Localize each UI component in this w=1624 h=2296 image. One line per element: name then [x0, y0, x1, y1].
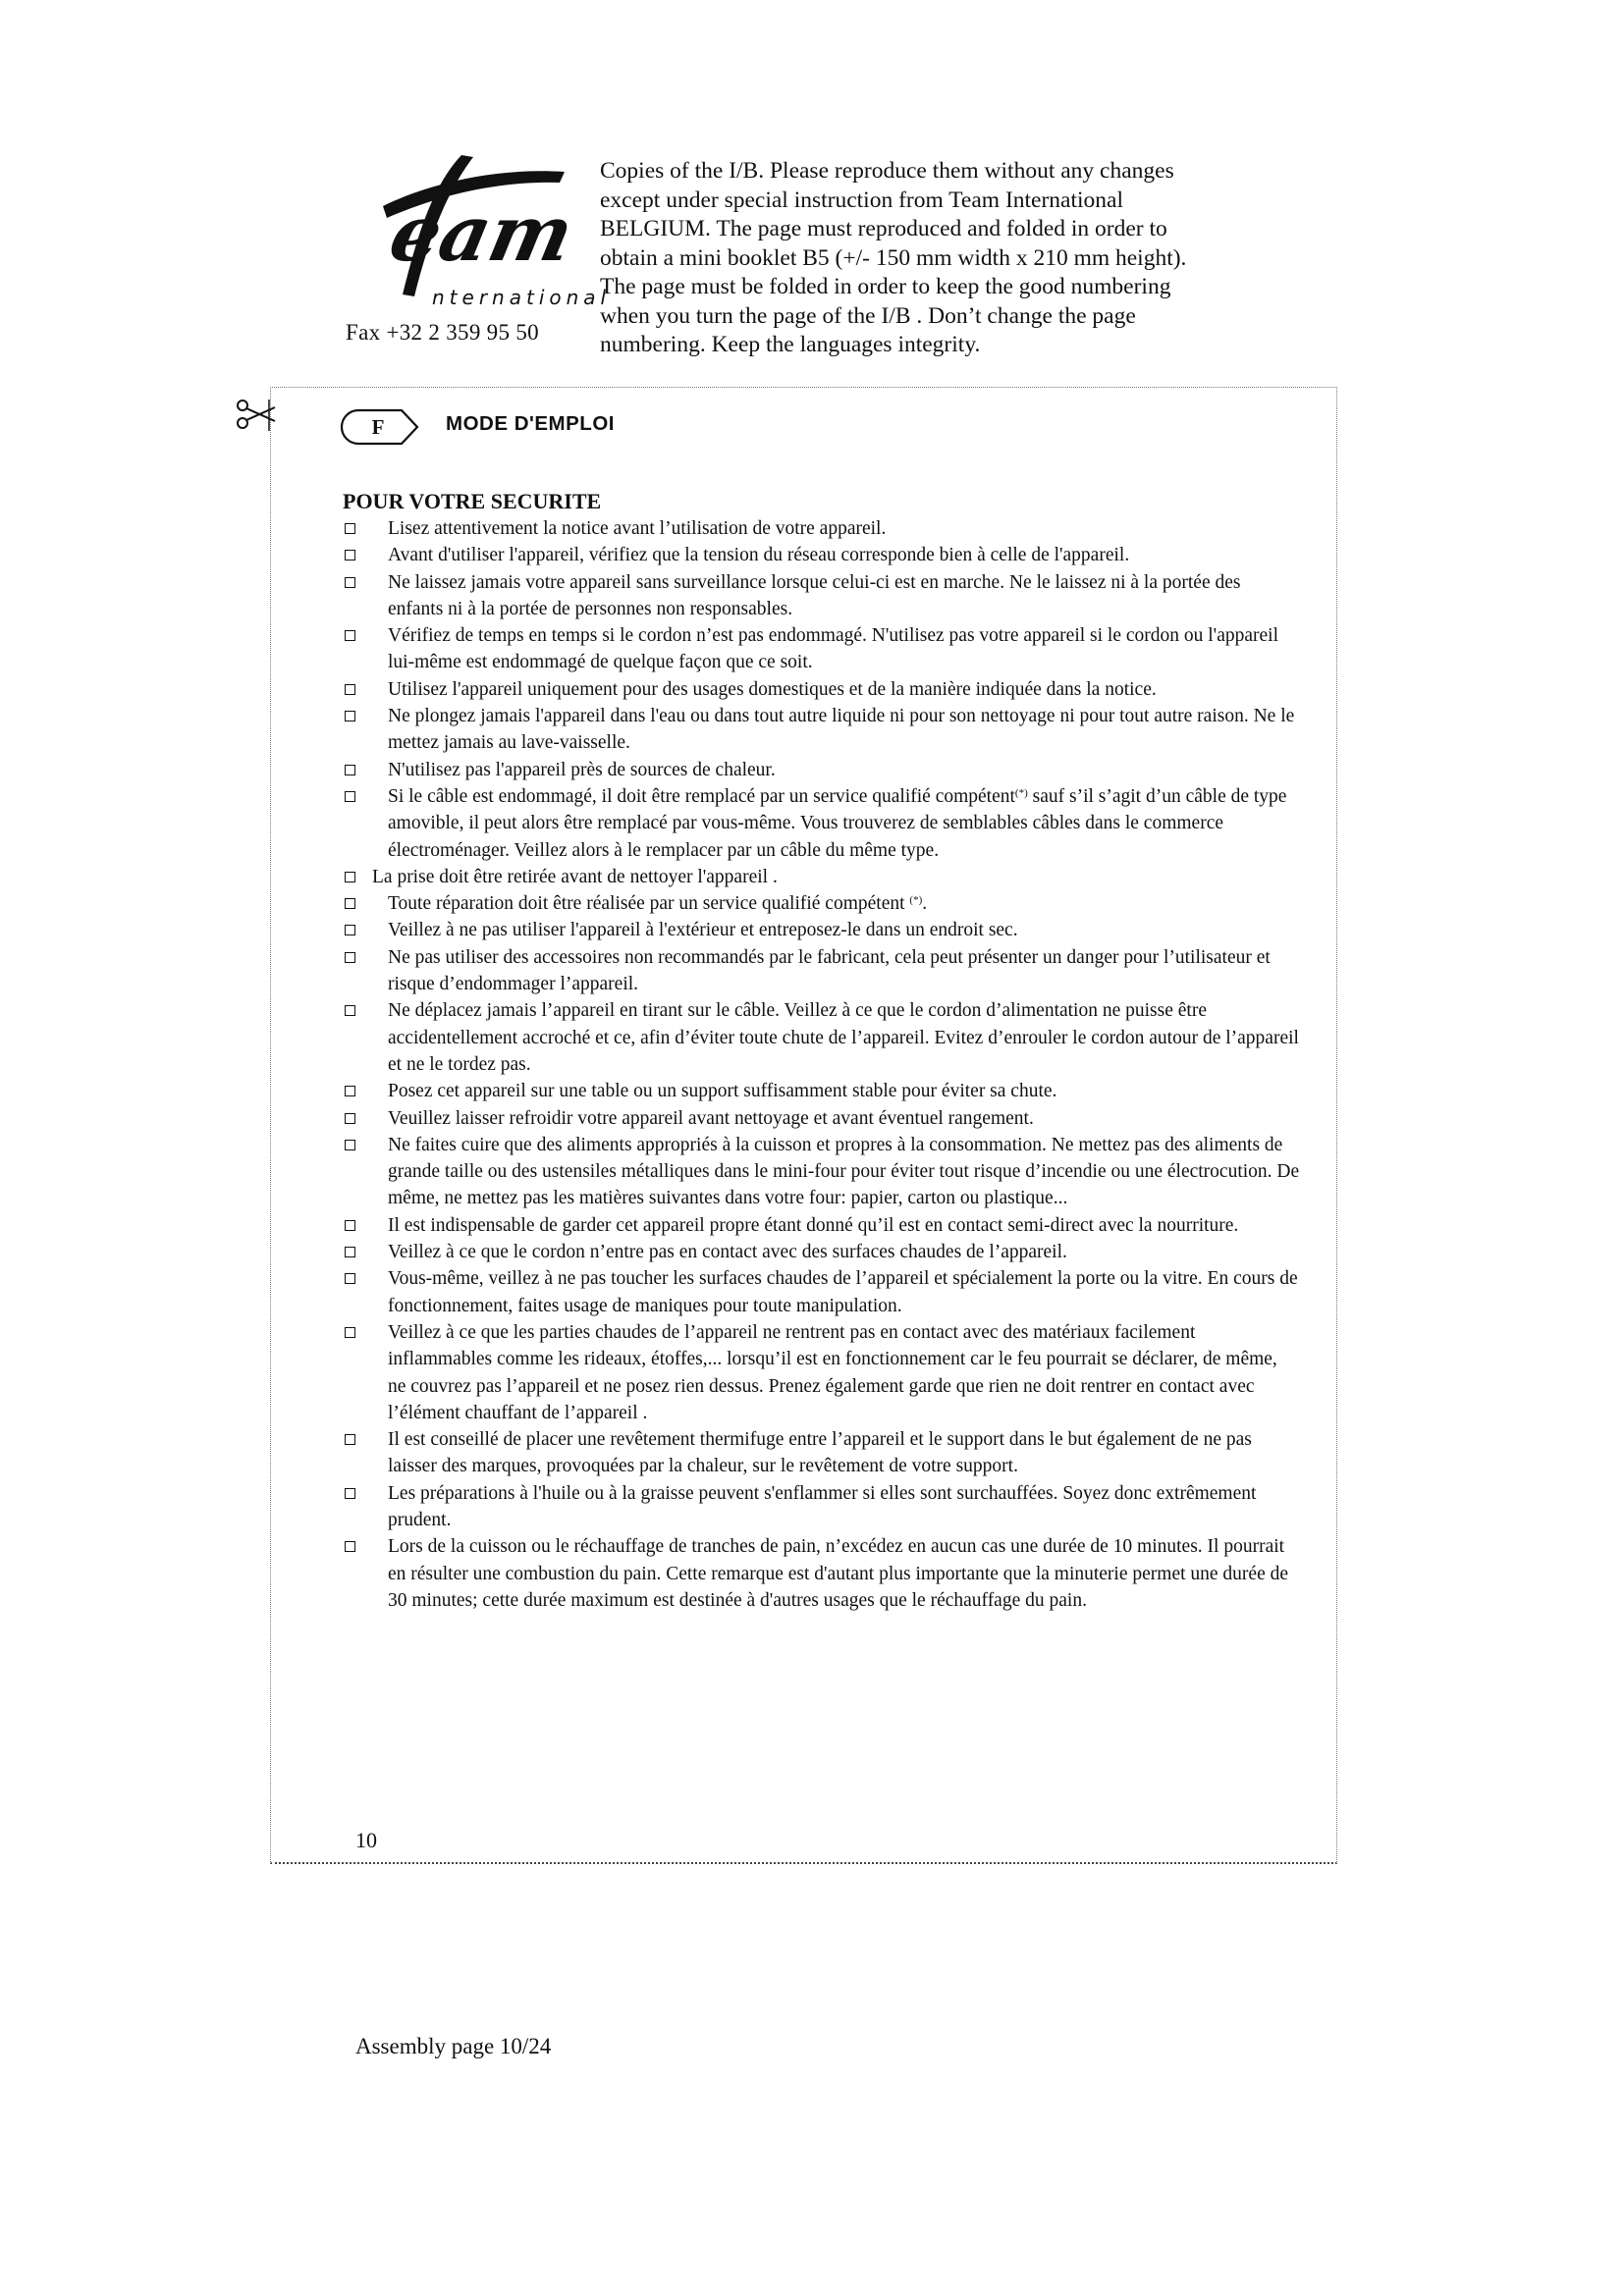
list-item-text: Ne faites cuire que des aliments appropriés à la cuisson et propres à la consommation. Ne mettez pas des aliments de grande taille ou des ustensiles métalliques dans le mini-four pour éviter tout risque d’incendie ou une électrocution. De même, ne mettez pas les matières suivantes dans votre four: papier, carton ou plastique... — [388, 1134, 1300, 1209]
language-letter: F — [371, 415, 385, 439]
svg-text:nternational: nternational — [432, 286, 612, 309]
assembly-page: Assembly page 10/24 — [355, 2034, 552, 2058]
list-item-text: La prise doit être retirée avant de nettoyer l'appareil . — [372, 866, 778, 887]
instruction-line: when you turn the page of the I/B . Don’t change the page — [600, 302, 1136, 329]
list-item — [343, 944, 1300, 998]
svg-text:eam: eam — [382, 187, 581, 279]
list-item-text: Veillez à ce que le cordon n’entre pas en contact avec des surfaces chaudes de l’appareil. — [388, 1242, 1067, 1263]
fax-number: Fax +32 2 359 95 50 — [346, 320, 539, 345]
list-item — [343, 542, 1300, 568]
checkbox-bullet-icon — [345, 765, 355, 775]
list-item — [343, 1239, 1300, 1265]
list-item-text: Ne pas utiliser des accessoires non recommandés par le fabricant, cela peut présenter un danger pour l’utilisateur et risque d’endommager l’appareil. — [388, 946, 1271, 995]
instruction-line: Copies of the I/B. Please reproduce them without any changes — [600, 158, 1174, 184]
checkbox-bullet-icon — [345, 872, 355, 882]
list-item — [343, 1212, 1300, 1239]
safety-heading: POUR VOTRE SECURITE — [343, 489, 602, 513]
checkbox-bullet-icon — [345, 791, 355, 802]
checkbox-bullet-icon — [345, 630, 355, 641]
checkbox-bullet-icon — [345, 898, 355, 909]
list-item — [343, 1132, 1300, 1212]
list-item — [343, 1480, 1300, 1534]
list-item-text: Ne laissez jamais votre appareil sans surveillance lorsque celui-ci est en marche. Ne le laissez ni à la portée des enfants ni à la portée de personnes non responsables. — [388, 571, 1241, 619]
checkbox-bullet-icon — [345, 1273, 355, 1284]
instruction-line: numbering. Keep the languages integrity. — [600, 332, 981, 357]
checkbox-bullet-icon — [345, 1541, 355, 1552]
list-item — [343, 569, 1300, 623]
checkbox-bullet-icon — [345, 711, 355, 721]
list-item-text: Vous-même, veillez à ne pas toucher les surfaces chaudes de l’appareil et spécialement la porte ou la vitre. En cours de fonctionnement, faites usage de maniques pour toute manipulation. — [388, 1268, 1298, 1316]
checkbox-bullet-icon — [345, 1220, 355, 1231]
instruction-line: obtain a mini booklet B5 (+/- 150 mm width x 210 mm height). — [600, 244, 1187, 271]
list-item-text: Utilisez l'appareil uniquement pour des usages domestiques et de la manière indiquée dans la notice. — [388, 678, 1157, 700]
safety-instructions-list — [343, 515, 1300, 1614]
footnote-marker: (*) — [909, 894, 923, 907]
list-item — [343, 890, 1300, 917]
reproduction-instructions — [600, 157, 1287, 360]
checkbox-bullet-icon — [345, 1434, 355, 1445]
footnote-marker: (*) — [1014, 786, 1028, 799]
list-item-text: Si le câble est endommagé, il doit être remplacé par un service qualifié compétent — [388, 785, 1015, 807]
section-title: MODE D'EMPLOI — [446, 412, 615, 435]
list-item-text-continued: sauf s’il s’agit d’un câble de type amovible, il peut alors être remplacé par vous-même. Vous trouverez de semblables câbles dans le commerce électroménager. Veillez alors à le remplacer par un câble du même type. — [388, 785, 1287, 861]
checkbox-bullet-icon — [345, 1005, 355, 1016]
list-item — [343, 783, 1300, 864]
checkbox-bullet-icon — [345, 952, 355, 963]
list-item — [343, 1319, 1300, 1426]
list-item-text: Ne plongez jamais l'appareil dans l'eau ou dans tout autre liquide ni pour son nettoyage ni pour tout autre raison. Ne le mettez jamais au lave-vaisselle. — [388, 706, 1295, 754]
list-item — [343, 917, 1300, 943]
checkbox-bullet-icon — [345, 577, 355, 588]
list-item-text: Il est conseillé de placer une revêtement thermifuge entre l’appareil et le support dans le but également de ne pas laisser des marques, provoquées par la chaleur, sur le revêtement de votre support. — [388, 1429, 1252, 1477]
list-item-text: Lors de la cuisson ou le réchauffage de tranches de pain, n’excédez en aucun cas une durée de 10 minutes. Il pourrait en résulter une combustion du pain. Cette remarque est d'autant plus importante que la minuterie permet une durée de 30 minutes; cette durée maximum est destinée à d'autres usages que le réchauffage du pain. — [388, 1536, 1289, 1611]
instruction-line: except under special instruction from Team International — [600, 187, 1124, 213]
page-number: 10 — [355, 1828, 377, 1852]
checkbox-bullet-icon — [345, 1327, 355, 1338]
checkbox-bullet-icon — [345, 1113, 355, 1124]
list-item — [343, 676, 1300, 703]
scissors-icon — [234, 398, 279, 433]
list-item — [343, 1078, 1300, 1104]
list-item — [343, 1105, 1300, 1132]
list-item-text: Toute réparation doit être réalisée par un service qualifié compétent — [388, 893, 910, 915]
list-item-text: Avant d'utiliser l'appareil, vérifiez que la tension du réseau corresponde bien à celle de l'appareil. — [388, 545, 1130, 566]
list-item-text: Vérifiez de temps en temps si le cordon n’est pas endommagé. N'utilisez pas votre appareil si le cordon ou l'appareil lui-même est endommagé de quelque façon que ce soit. — [388, 625, 1278, 673]
list-item — [343, 622, 1300, 676]
list-item — [343, 997, 1300, 1078]
checkbox-bullet-icon — [345, 684, 355, 695]
list-item-text: Veillez à ce que les parties chaudes de l’appareil ne rentrent pas en contact avec des matériaux facilement inflammables comme les rideaux, étoffes,... lorsqu’il est en fonctionnement car le feu pourrait se déclarer, de même, ne couvrez pas l’appareil et ne posez rien dessus. Prenez également garde que rien ne doit rentrer en contact avec l’élément chauffant de l’appareil . — [388, 1321, 1277, 1423]
list-item — [343, 515, 1300, 542]
list-item — [343, 757, 1300, 783]
list-item-text: Les préparations à l'huile ou à la graisse peuvent s'enflammer si elles sont surchauffées. Soyez donc extrêmement prudent. — [388, 1482, 1257, 1530]
list-item-text: Ne déplacez jamais l’appareil en tirant sur le câble. Veillez à ce que le cordon d’alimentation ne puisse être accidentellement accroché et ce, afin d’éviter toute chute de l’appareil. Evitez d’enrouler le cordon autour de l’appareil et ne le tordez pas. — [388, 1000, 1299, 1075]
list-item — [343, 1265, 1300, 1319]
list-item-text-continued: . — [922, 893, 928, 915]
checkbox-bullet-icon — [345, 1086, 355, 1096]
list-item-text: Veillez à ne pas utiliser l'appareil à l'extérieur et entreposez-le dans un endroit sec. — [388, 920, 1018, 941]
list-item — [343, 703, 1300, 757]
list-item — [343, 864, 1300, 890]
list-item-text: Lisez attentivement la notice avant l’utilisation de votre appareil. — [388, 518, 887, 539]
instruction-line: BELGIUM. The page must reproduced and folded in order to — [600, 216, 1167, 241]
instruction-line: The page must be folded in order to keep the good numbering — [600, 274, 1171, 299]
team-international-logo — [363, 147, 612, 324]
checkbox-bullet-icon — [345, 550, 355, 561]
list-item-text: Il est indispensable de garder cet appareil propre étant donné qu’il est en contact semi-direct avec la nourriture. — [388, 1214, 1239, 1236]
list-item-text: Veuillez laisser refroidir votre appareil avant nettoyage et avant éventuel rangement. — [388, 1107, 1034, 1129]
list-item-text: N'utilisez pas l'appareil près de sources de chaleur. — [388, 759, 776, 780]
list-item — [343, 1533, 1300, 1614]
checkbox-bullet-icon — [345, 523, 355, 534]
checkbox-bullet-icon — [345, 925, 355, 935]
list-item — [343, 1426, 1300, 1480]
checkbox-bullet-icon — [345, 1140, 355, 1150]
list-item-text: Posez cet appareil sur une table ou un support suffisamment stable pour éviter sa chute. — [388, 1081, 1057, 1102]
checkbox-bullet-icon — [345, 1247, 355, 1257]
checkbox-bullet-icon — [345, 1488, 355, 1499]
